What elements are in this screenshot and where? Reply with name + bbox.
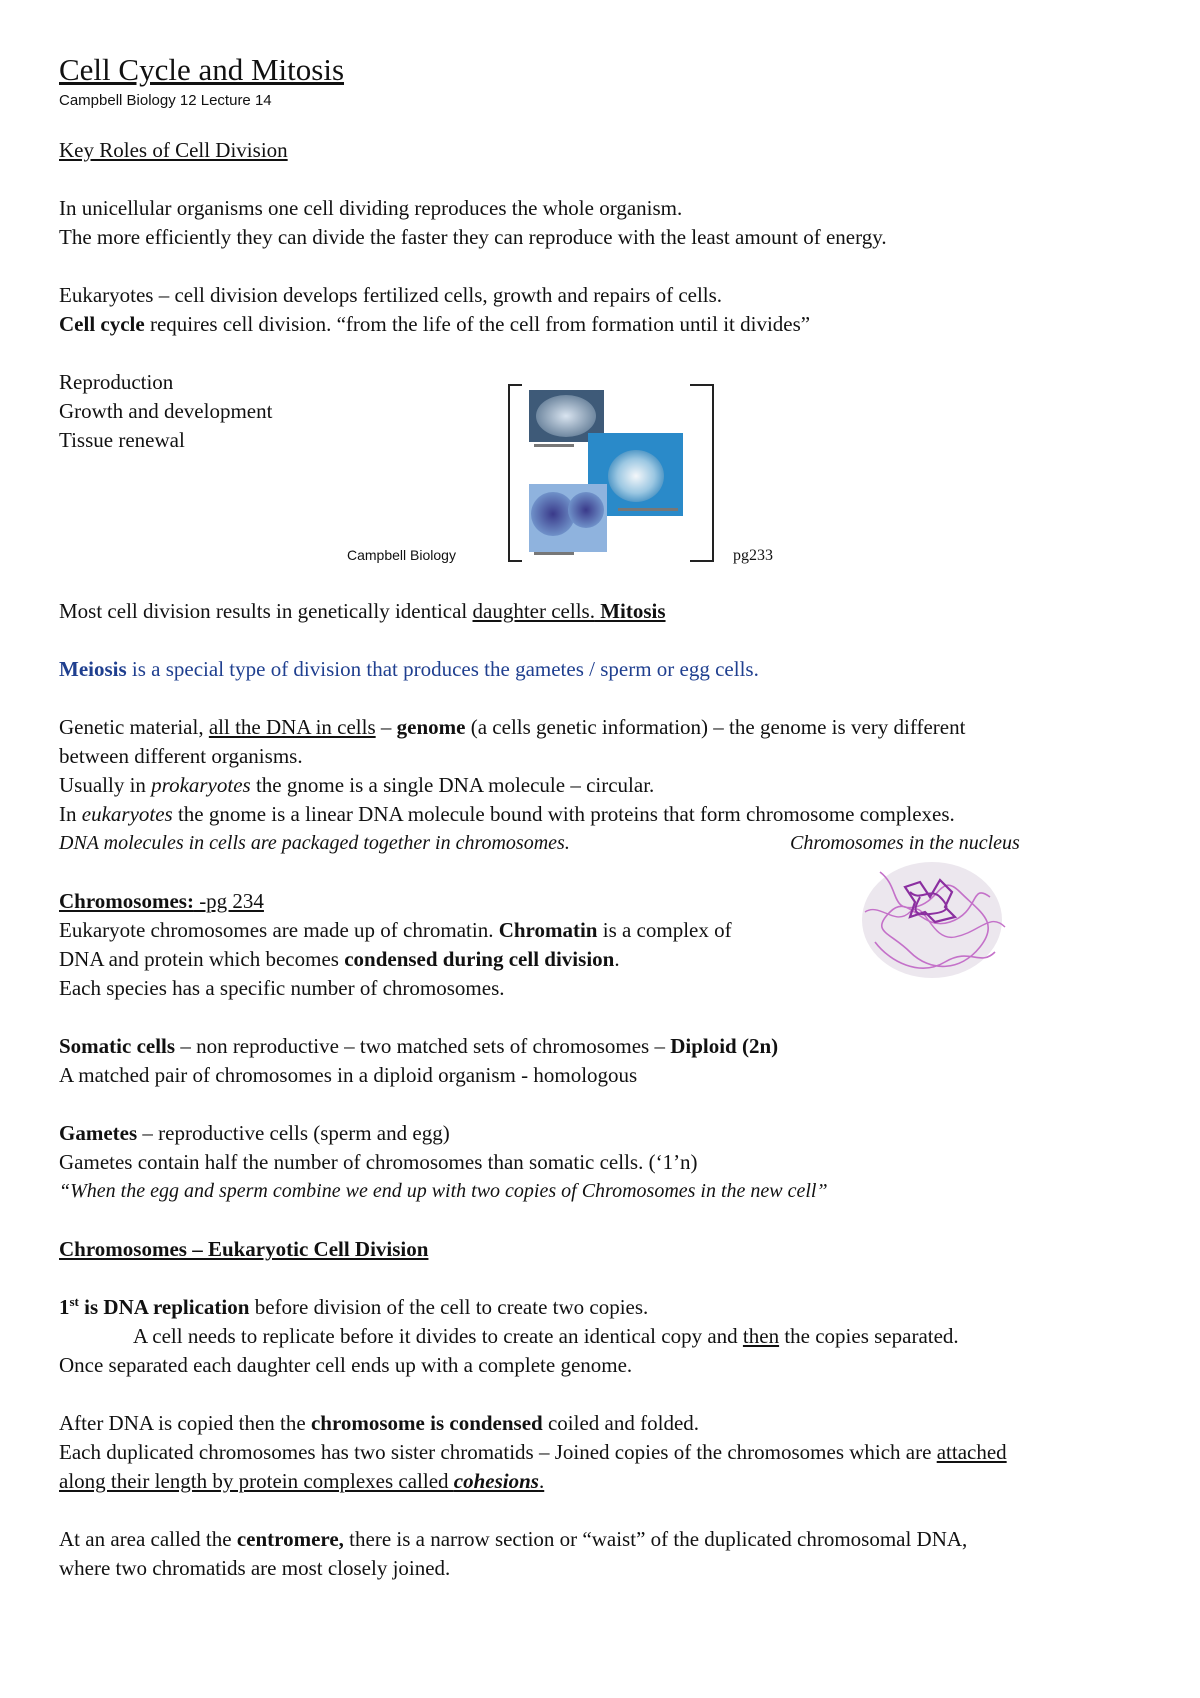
text-run: is a special type of division that produces the gametes / sperm or egg cells. <box>126 657 759 681</box>
paragraph-line <box>59 310 810 338</box>
paragraph-line: where two chromatids are most closely joined. <box>59 1556 451 1580</box>
paragraph-line <box>59 1293 648 1321</box>
paragraph-line <box>59 597 666 625</box>
term-gametes: Gametes <box>59 1121 138 1145</box>
text-run: Each duplicated chromosomes has two sister chromatids – Joined copies of the chromosomes which are <box>59 1440 937 1464</box>
paragraph-line <box>59 1119 450 1147</box>
term-chromosome-condensed: chromosome is condensed <box>310 1411 543 1435</box>
micrograph-panels <box>508 384 714 560</box>
paragraph-line: In unicellular organisms one cell dividing reproduces the whole organism. <box>59 196 683 220</box>
paragraph-line: between different organisms. <box>59 744 303 768</box>
text-run: before division of the cell to create two copies. <box>249 1295 649 1319</box>
term-somatic-cells: Somatic cells <box>59 1034 176 1058</box>
paragraph-line-meiosis <box>59 655 759 683</box>
text-run: Eukaryote chromosomes are made up of chromatin. <box>59 918 499 942</box>
text-run: there is a narrow section or “waist” of the duplicated chromosomal DNA, <box>343 1527 968 1551</box>
cell-division-figure <box>508 384 714 560</box>
term-cell-cycle: Cell cycle <box>59 312 145 336</box>
text-run: After DNA is copied then the <box>59 1411 311 1435</box>
figure-page-ref: pg233 <box>733 547 773 564</box>
paragraph-line: The more efficiently they can divide the faster they can reproduce with the least amount of energy. <box>59 225 887 249</box>
paragraph-line: DNA molecules in cells are packaged together in chromosomes. <box>59 832 570 854</box>
ordinal-suffix: st <box>69 1294 79 1309</box>
paragraph-line-quote: “When the egg and sperm combine we end up with two copies of Chromosomes in the new cell” <box>59 1180 828 1202</box>
term-meiosis: Meiosis <box>59 657 127 681</box>
text-run: DNA and protein which becomes <box>59 947 345 971</box>
text-run: Genetic material, <box>59 715 209 739</box>
underlined-term: then <box>742 1324 780 1348</box>
paragraph-line: Eukaryotes – cell division develops fertilized cells, growth and repairs of cells. <box>59 283 723 307</box>
paragraph-line <box>59 771 654 799</box>
paragraph-line <box>59 800 955 828</box>
text-run: A cell needs to replicate before it divides to create an identical copy and <box>133 1324 743 1348</box>
text-run: At an area called the <box>59 1527 237 1551</box>
text-run: In <box>59 802 82 826</box>
paragraph-line <box>59 713 965 741</box>
role-item: Tissue renewal <box>59 428 185 452</box>
term-dna-replication: is DNA replication <box>78 1295 250 1319</box>
page-subtitle: Campbell Biology 12 Lecture 14 <box>59 92 272 109</box>
paragraph-line <box>59 945 620 973</box>
underlined-term: along their length by protein complexes called <box>59 1469 454 1493</box>
text-run: . <box>614 947 620 971</box>
paragraph-line: Each species has a specific number of chromosomes. <box>59 976 505 1000</box>
paragraph-line <box>133 1322 959 1350</box>
text-run: requires cell division. “from the life of the cell from formation until it divides” <box>144 312 811 336</box>
term-chromatin: Chromatin <box>498 918 598 942</box>
paragraph-line <box>59 1438 1007 1466</box>
page-title: Cell Cycle and Mitosis <box>59 52 345 87</box>
italic-term: prokaryotes <box>151 773 251 797</box>
paragraph-line <box>59 1032 778 1060</box>
heading-page-ref: -pg 234 <box>193 889 264 913</box>
section-heading-key-roles: Key Roles of Cell Division <box>59 138 288 162</box>
term-mitosis: Mitosis <box>594 599 666 623</box>
text-run: the gnome is a single DNA molecule – circular. <box>250 773 655 797</box>
section-heading-division: Chromosomes – Eukaryotic Cell Division <box>59 1237 429 1261</box>
heading-bold: Chromosomes: <box>59 889 194 913</box>
paragraph-line <box>59 1409 699 1437</box>
text-run: Most cell division results in genetically identical <box>59 599 473 623</box>
paragraph-line <box>59 1467 544 1495</box>
text-run: the copies separated. <box>779 1324 959 1348</box>
paragraph-line <box>59 916 732 944</box>
role-item: Growth and development <box>59 399 273 423</box>
section-heading-chromosomes <box>59 887 264 915</box>
paragraph-line: Gametes contain half the number of chromosomes than somatic cells. (‘1’n) <box>59 1150 698 1174</box>
text-run: is a complex of <box>597 918 732 942</box>
underlined-term: all the DNA in cells <box>208 715 376 739</box>
text-run: Usually in <box>59 773 152 797</box>
ordinal-number: 1 <box>59 1295 70 1319</box>
term-cohesions: cohesions <box>453 1469 539 1493</box>
italic-term: eukaryotes <box>81 802 173 826</box>
term-genome: genome <box>396 715 466 739</box>
text-run: – <box>375 715 397 739</box>
chromosomes-nucleus-illustration <box>860 852 1010 982</box>
term-centromere: centromere, <box>236 1527 344 1551</box>
role-item: Reproduction <box>59 370 174 394</box>
paragraph-line: Once separated each daughter cell ends up with a complete genome. <box>59 1353 633 1377</box>
term-condensed: condensed during cell division <box>344 947 615 971</box>
text-run: the gnome is a linear DNA molecule bound with proteins that form chromosome complexes. <box>172 802 955 826</box>
underlined-term: . <box>538 1469 545 1493</box>
text-run: – non reproductive – two matched sets of chromosomes – <box>175 1034 671 1058</box>
text-run: (a cells genetic information) – the genome is very different <box>465 715 966 739</box>
chromosome-figure-caption: Chromosomes in the nucleus <box>790 832 1020 854</box>
figure-caption: Campbell Biology <box>347 547 456 563</box>
paragraph-line <box>59 1525 967 1553</box>
text-run: coiled and folded. <box>542 1411 700 1435</box>
text-run: – reproductive cells (sperm and egg) <box>137 1121 450 1145</box>
underlined-term: daughter cells. <box>472 599 595 623</box>
term-diploid: Diploid (2n) <box>670 1034 779 1058</box>
paragraph-line: A matched pair of chromosomes in a diploid organism - homologous <box>59 1063 638 1087</box>
underlined-term: attached <box>936 1440 1007 1464</box>
